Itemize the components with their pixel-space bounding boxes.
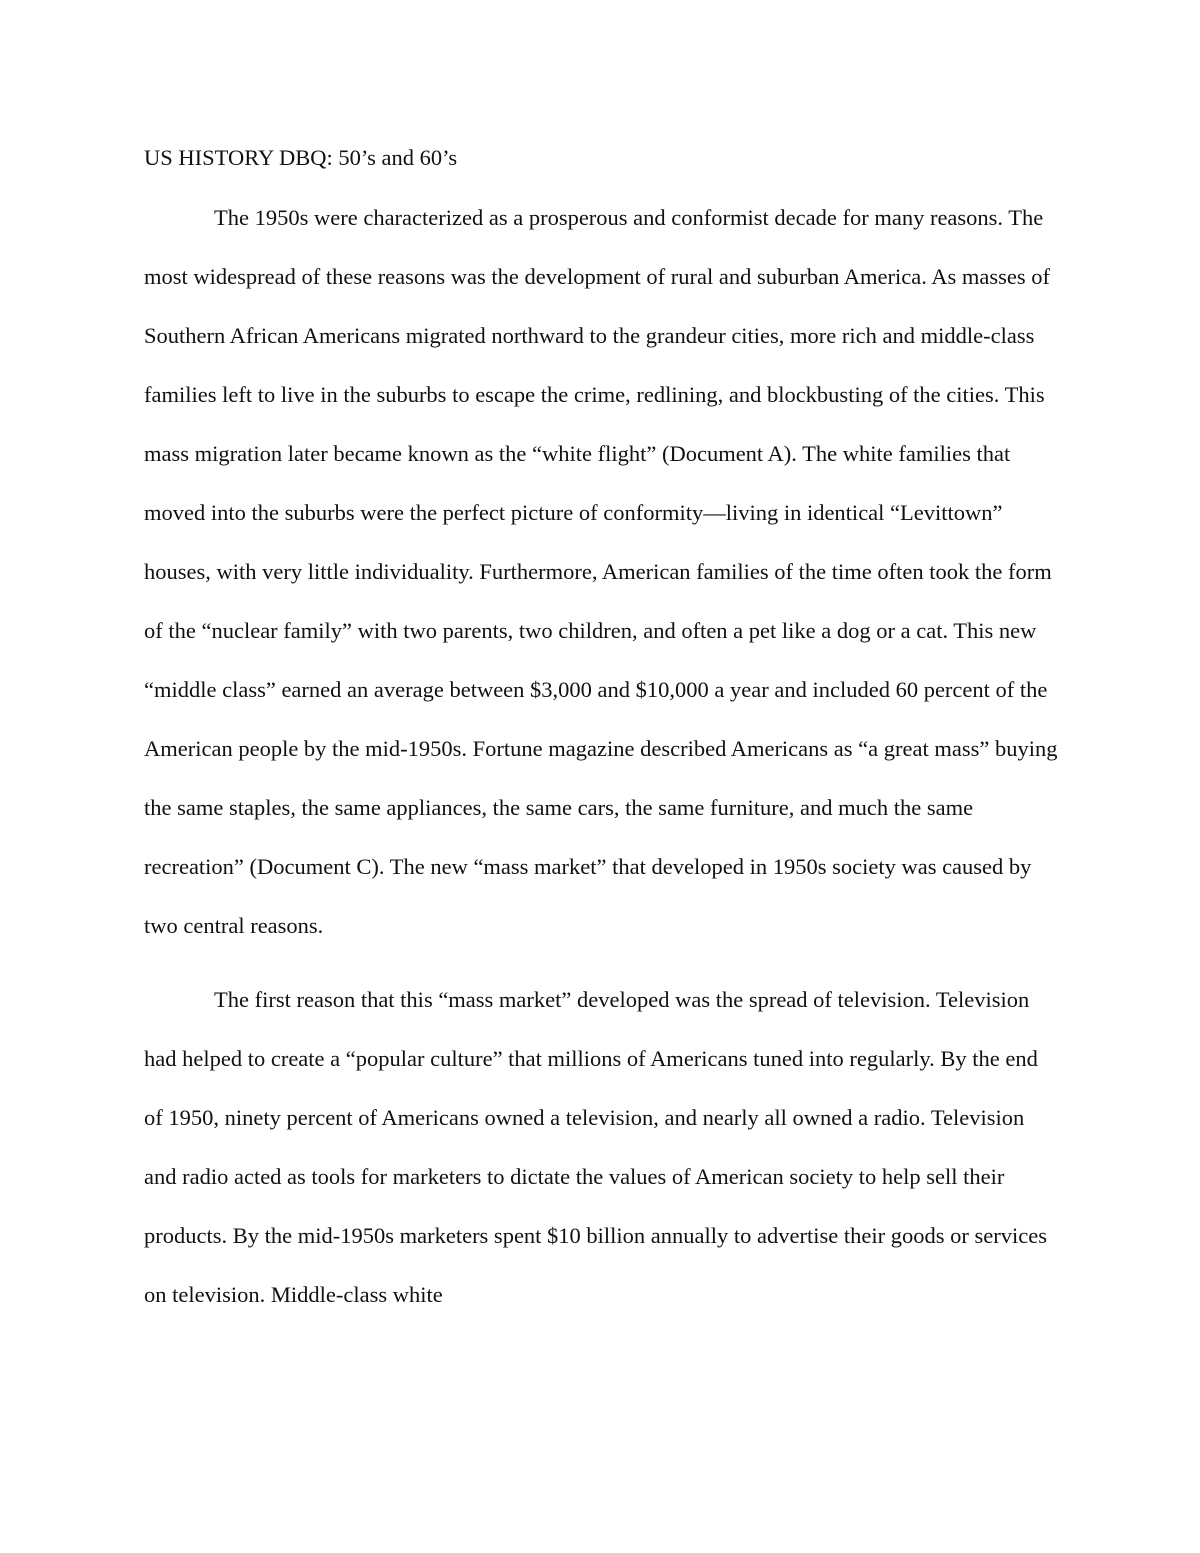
paragraph-intro: The 1950s were characterized as a prosperous and conformist decade for many reasons. The most widespread of these reasons was the development of rural and suburban America. As masses of Southern African Americans migrated northward to the grandeur cities, more rich and middle-class families left to live in the suburbs to escape the crime, redlining, and blockbusting of the cities. This mass migration later became known as the “white flight” (Document A). The white families that moved into the suburbs were the perfect picture of conformity—living in identical “Levittown” houses, with very little individuality. Furthermore, American families of the time often took the form of the “nuclear family” with two parents, two children, and often a pet like a dog or a cat. This new “middle class” earned an average between $3,000 and $10,000 a year and included 60 percent of the American people by the mid-1950s. Fortune magazine described Americans as “a great mass” buying the same staples, the same appliances, the same cars, the same furniture, and much the same recreation” (Document C). The new “mass market” that developed in 1950s society was caused by two central reasons. bbox=[144, 205, 1058, 938]
document-body bbox=[144, 142, 1062, 1324]
document-title: US HISTORY DBQ: 50’s and 60’s bbox=[144, 145, 458, 170]
paragraph-television: The first reason that this “mass market” developed was the spread of television. Television had helped to create a “popular culture” that millions of Americans tuned into regularly. By the end of 1950, ninety percent of Americans owned a television, and nearly all owned a radio. Television and radio acted as tools for marketers to dictate the values of American society to help sell their products. By the mid-1950s marketers spent $10 billion annually to advertise their goods or services on television. Middle-class white bbox=[144, 987, 1047, 1307]
